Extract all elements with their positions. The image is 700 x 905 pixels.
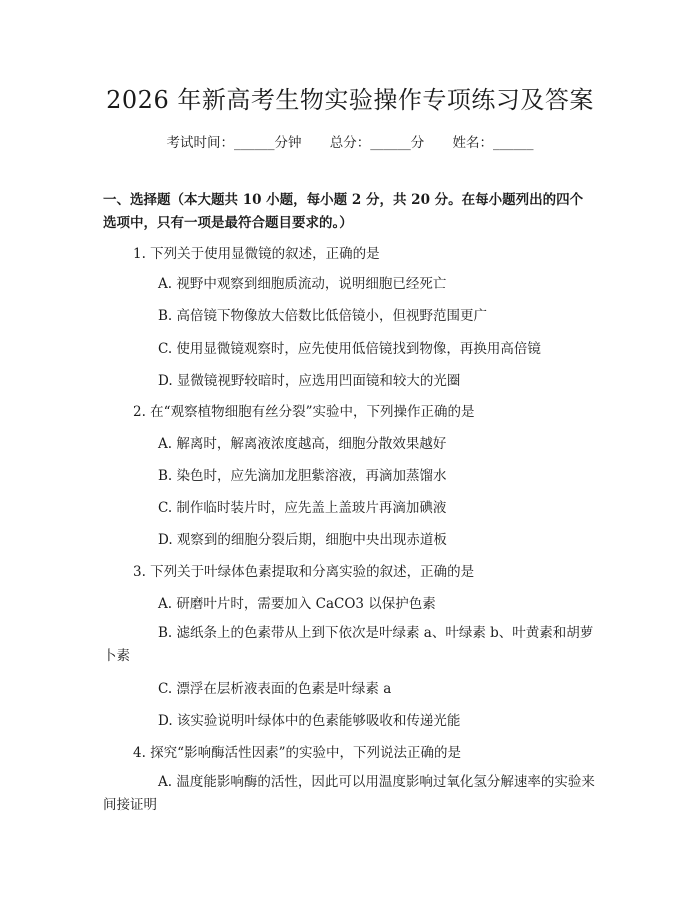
question-4-stem: 4. 探究“影响酶活性因素”的实验中，下列说法正确的是 [133,745,461,761]
total-score-field: 总分：______分 [329,135,425,151]
question-1-option-b: B. 高倍镜下物像放大倍数比低倍镜小，但视野范围更广 [158,308,488,324]
question-1-option-d: D. 显微镜视野较暗时，应选用凹面镜和较大的光圈 [158,373,461,389]
section-heading-choice: 一、选择题（本大题共 10 小题，每小题 2 分，共 20 分。在每小题列出的四个选项中，只有一项是最符合题目要求的。） [103,192,584,231]
question-2-option-a: A. 解离时，解离液浓度越高，细胞分散效果越好 [158,436,447,452]
question-4-option-a [103,771,603,817]
question-3-option-d: D. 该实验说明叶绿体中的色素能够吸收和传递光能 [158,713,461,729]
question-4-option-a-text: A. 温度能影响酶的活性，因此可以用温度影响过氧化氢分解速率的实验来间接证明 [103,774,595,813]
question-2-stem: 2. 在“观察植物细胞有丝分裂”实验中，下列操作正确的是 [133,404,475,420]
question-3-option-a: A. 研磨叶片时，需要加入 CaCO3 以保护色素 [158,596,436,612]
question-1-option-a: A. 视野中观察到细胞质流动，说明细胞已经死亡 [158,276,447,292]
question-3-option-c: C. 漂浮在层析液表面的色素是叶绿素 a [158,681,392,697]
exam-time-field: 考试时间：______分钟 [166,135,302,151]
question-3-stem: 3. 下列关于叶绿体色素提取和分离实验的叙述，正确的是 [133,564,475,580]
question-1-stem: 1. 下列关于使用显微镜的叙述，正确的是 [133,246,380,262]
student-name-field: 姓名：______ [452,135,534,151]
question-1-option-c: C. 使用显微镜观察时，应先使用低倍镜找到物像，再换用高倍镜 [158,341,541,357]
document-title: 2026 年新高考生物实验操作专项练习及答案 [106,86,594,114]
question-2-option-c: C. 制作临时装片时，应先盖上盖玻片再滴加碘液 [158,500,447,516]
exam-meta-line [0,131,700,151]
question-3-option-b [103,622,603,668]
question-3-option-b-text: B. 滤纸条上的色素带从上到下依次是叶绿素 a、叶绿素 b、叶黄素和胡萝卜素 [103,625,594,664]
question-2-option-d: D. 观察到的细胞分裂后期，细胞中央出现赤道板 [158,532,447,548]
question-2-option-b: B. 染色时，应先滴加龙胆紫溶液，再滴加蒸馏水 [158,468,447,484]
